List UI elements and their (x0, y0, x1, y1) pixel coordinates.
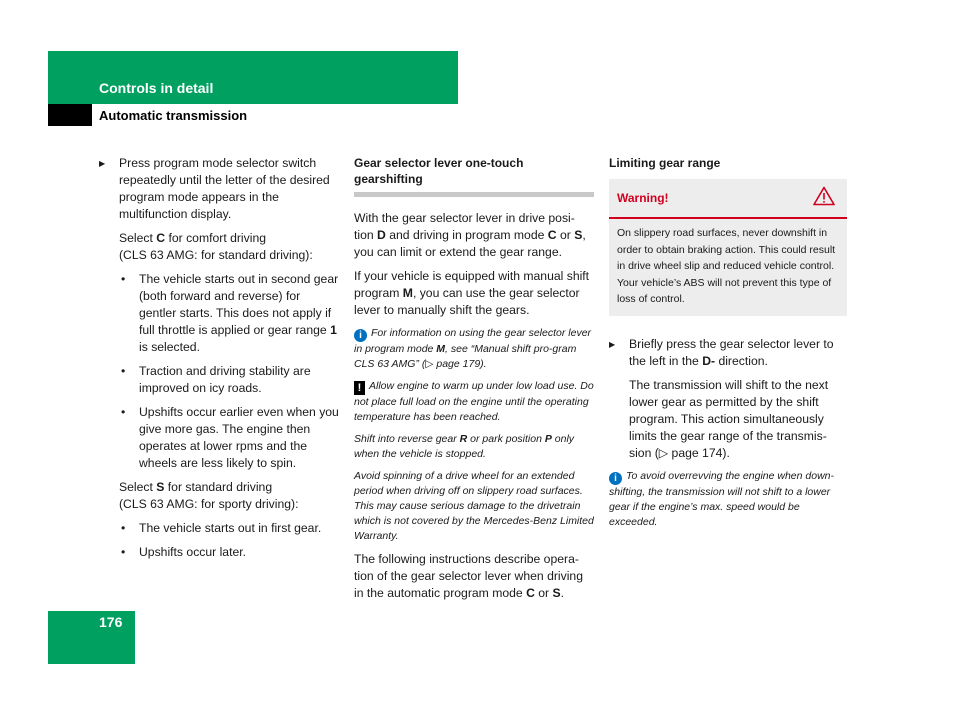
warning-header (609, 179, 847, 219)
text: or (556, 228, 575, 242)
warning-triangle-icon (813, 186, 835, 211)
text: If your vehicle is equipped with manual shift program (354, 269, 590, 300)
paragraph (354, 551, 594, 602)
key-s: S (156, 480, 165, 494)
paragraph: The transmission will shift to the next lower gear as permitted by the shift program. This action simultaneously limits the gear range of the transmis-sion (▷ page 174). (629, 377, 829, 460)
caution-note (354, 379, 594, 425)
key-s: S (574, 228, 583, 242)
select-c-paragraph (99, 230, 339, 264)
text: , you can limit or extend the gear range. (354, 228, 586, 259)
warning-box (609, 179, 847, 316)
warning-text: On slippery road surfaces, never downshift in order to obtain braking action. This could result in drive wheel slip and reduced vehicle control. Your vehicle’s ABS will not prevent this type of loss of control. (617, 227, 836, 305)
text: for comfort driving (165, 231, 266, 245)
key-d-minus: D- (702, 353, 716, 368)
key-d: D (377, 228, 386, 242)
text: The vehicle starts out in second gear (both forward and reverse) for gentler starts. This does not apply if full throttle is applied or gear range (139, 272, 339, 337)
info-icon: i (354, 329, 367, 342)
text: , see “Manual shift pro-gram CLS 63 AMG” (▷ page 179). (354, 343, 577, 370)
text: Allow engine to warm up under low load use. Do not place full load on the engine until the operating temperature has been reached. (354, 380, 594, 423)
caution-note-2 (354, 432, 594, 462)
list-item: • The vehicle starts out in first gear. (139, 520, 339, 537)
section-heading: Limiting gear range (609, 156, 721, 170)
text: only when the vehicle is stopped. (354, 433, 575, 460)
info-icon: i (609, 472, 622, 485)
instruction-step: ▶ Press program mode selector switch repeatedly until the letter of the desired program mode appears in the multifunction display. (99, 155, 339, 223)
key-c: C (547, 228, 557, 242)
text: (CLS 63 AMG: for sporty driving): (119, 497, 299, 511)
list-item (139, 271, 339, 356)
info-note (354, 326, 594, 372)
key-m: M (402, 286, 413, 300)
column-2 (354, 155, 594, 609)
text: . (560, 586, 565, 600)
column-3 (609, 155, 847, 537)
key-m: M (436, 343, 446, 355)
section-title: Controls in detail (99, 80, 214, 96)
paragraph (354, 210, 594, 261)
text: , you can use the gear selector lever to manually shift the gears. (354, 286, 580, 317)
text: (CLS 63 AMG: for standard driving): (119, 248, 313, 262)
divider (354, 192, 594, 197)
text: Shift into reverse gear (354, 433, 460, 445)
list-item: • Upshifts occur later. (139, 544, 339, 561)
text: Select (119, 231, 157, 245)
key-c: C (156, 231, 166, 245)
column-1 (99, 155, 339, 568)
key-s: S (552, 586, 561, 600)
instruction-step (609, 336, 847, 370)
key-c: C (526, 586, 535, 600)
list-item: • Upshifts occur earlier even when you give more gas. The engine then operates at lower rpms and the wheels are less likely to spin. (139, 404, 339, 472)
list-item: • Traction and driving stability are improved on icy roads. (139, 363, 339, 397)
key-1: 1 (330, 323, 337, 337)
section-heading: Gear selector lever one-touch gearshifting (354, 156, 524, 186)
text: or (534, 586, 553, 600)
text: direction. (715, 353, 768, 368)
key-r: R (459, 433, 468, 445)
info-note (609, 469, 847, 530)
key-p: P (544, 433, 552, 445)
text: or park position (467, 433, 545, 445)
text: To avoid overrevving the engine when down-shifting, the transmission will not shift to a lower gear if the engine’s max. speed would be exceeded. (609, 469, 834, 528)
page-number: 176 (99, 614, 123, 630)
standard-list (99, 520, 339, 561)
warning-label: Warning! (617, 190, 669, 205)
text: for standard driving (164, 480, 273, 494)
subsection-title: Automatic transmission (99, 108, 248, 123)
text: For information on using the gear selector lever in program mode (354, 327, 592, 355)
caution-note-3: Avoid spinning of a drive wheel for an extended period when driving off on slippery road surfaces. This may cause serious damage to the drivetrain which is not covered by the Mercedes-Benz Limited Warranty. (354, 470, 594, 542)
text: With the gear selector lever in drive posi-tion (354, 211, 575, 242)
subheader-marker (48, 104, 92, 126)
exclamation-icon: ! (354, 381, 365, 395)
comfort-list (99, 271, 339, 472)
select-s-paragraph (99, 479, 339, 513)
text: Briefly press the gear selector lever to the left in the (629, 336, 834, 368)
paragraph (354, 268, 594, 319)
text: The following instructions describe opera-tion of the gear selector lever when driving in the automatic program mode (354, 552, 583, 600)
text: is selected. (139, 340, 200, 354)
text: and driving in program mode (385, 228, 548, 242)
text: Select (119, 480, 157, 494)
